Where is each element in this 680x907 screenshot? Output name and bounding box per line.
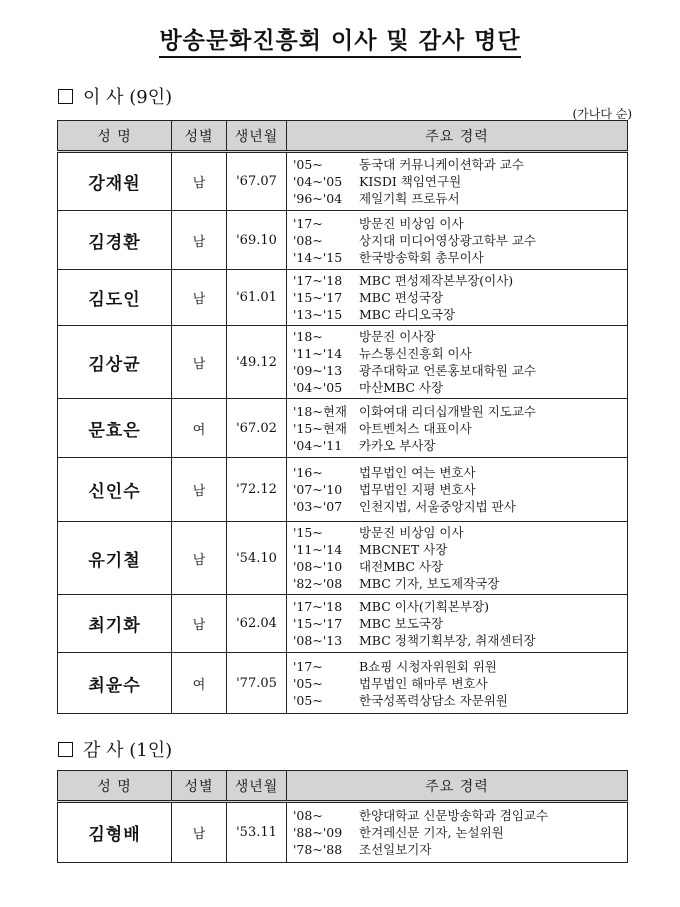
- person-name: 김형배: [58, 802, 172, 863]
- career-period: '88~'09: [293, 825, 343, 840]
- header-birth: 생년월: [227, 771, 287, 802]
- career-line: [293, 498, 621, 515]
- person-birth: '54.10: [227, 522, 287, 595]
- auditor-heading: [58, 736, 172, 762]
- table-row: [58, 458, 628, 522]
- header-gender: 성별: [172, 771, 227, 802]
- career-cell: [287, 211, 628, 270]
- career-period: '04~'11: [293, 437, 343, 453]
- table-row: [58, 270, 628, 326]
- career-line: [293, 306, 621, 323]
- career-period: '05~: [293, 675, 323, 691]
- auditor-table: [57, 770, 628, 863]
- table-row: [58, 802, 628, 863]
- career-period: '04~'05: [293, 174, 343, 189]
- career-line: [293, 658, 621, 675]
- header-career: 주요 경력: [287, 771, 628, 802]
- header-career: 주요 경력: [287, 121, 628, 152]
- table-row: [58, 211, 628, 270]
- career-description: 뉴스통신진흥회 이사: [359, 346, 472, 361]
- career-period: '05~: [293, 692, 323, 708]
- career-description: 법무법인 해마루 변호사: [359, 675, 488, 691]
- checkbox-square-icon: [58, 89, 73, 104]
- career-line: [293, 249, 621, 266]
- career-cell: [287, 399, 628, 458]
- career-line: [293, 173, 621, 190]
- career-description: 방문진 이사장: [359, 329, 436, 344]
- person-name: 신인수: [58, 458, 172, 522]
- person-gender: 남: [172, 458, 227, 522]
- career-line: [293, 481, 621, 498]
- career-line: [293, 272, 621, 289]
- career-period: '13~'15: [293, 307, 343, 322]
- career-line: [293, 558, 621, 575]
- person-birth: '67.02: [227, 399, 287, 458]
- career-line: [293, 232, 621, 249]
- person-gender: 남: [172, 326, 227, 399]
- table-header-row: [58, 121, 628, 152]
- directors-heading-text: 이 사 (9인): [83, 87, 173, 108]
- career-description: 방문진 비상임 이사: [359, 525, 464, 540]
- table-row: [58, 152, 628, 211]
- career-description: 이화여대 리더십개발원 지도교수: [359, 403, 536, 419]
- person-gender: 남: [172, 802, 227, 863]
- career-period: '14~'15: [293, 249, 343, 265]
- career-line: [293, 464, 621, 481]
- table-row: [58, 522, 628, 595]
- career-period: '16~: [293, 465, 323, 480]
- career-line: [293, 215, 621, 232]
- person-birth: '49.12: [227, 326, 287, 399]
- career-line: [293, 598, 621, 615]
- career-line: [293, 403, 621, 420]
- career-period: '15~'17: [293, 616, 343, 631]
- person-gender: 남: [172, 152, 227, 211]
- career-line: [293, 824, 621, 841]
- sort-note: (가나다 순): [572, 107, 632, 121]
- person-gender: 남: [172, 595, 227, 653]
- career-period: '03~'07: [293, 499, 343, 514]
- career-cell: [287, 458, 628, 522]
- career-line: [293, 345, 621, 362]
- person-name: 김상균: [58, 326, 172, 399]
- career-period: '82~'08: [293, 576, 343, 591]
- career-period: '15~'17: [293, 290, 343, 305]
- career-line: [293, 632, 621, 649]
- career-period: '18~: [293, 329, 323, 344]
- career-period: '09~'13: [293, 363, 343, 378]
- career-period: '17~: [293, 215, 323, 231]
- career-description: 카카오 부사장: [359, 437, 436, 453]
- career-description: MBC 편성국장: [359, 290, 444, 305]
- career-description: MBC 편성제작본부장(이사): [359, 273, 514, 288]
- career-description: 법무법인 여는 변호사: [359, 465, 476, 480]
- person-name: 유기철: [58, 522, 172, 595]
- career-line: [293, 841, 621, 858]
- career-period: '08~'13: [293, 633, 343, 648]
- career-line: [293, 289, 621, 306]
- page-title-text: 방송문화진흥회 이사 및 감사 명단: [159, 28, 520, 58]
- career-line: [293, 437, 621, 454]
- career-period: '15~: [293, 525, 323, 540]
- career-period: '08~: [293, 808, 323, 823]
- directors-table: [57, 120, 628, 714]
- person-gender: 남: [172, 211, 227, 270]
- career-cell: [287, 653, 628, 714]
- person-gender: 여: [172, 399, 227, 458]
- table-row: [58, 326, 628, 399]
- career-period: '07~'10: [293, 482, 343, 497]
- table-header-row: [58, 771, 628, 802]
- career-period: '18~현재: [293, 403, 347, 419]
- career-period: '78~'88: [293, 842, 343, 857]
- header-name: 성 명: [58, 121, 172, 152]
- career-description: MBC 이사(기획본부장): [359, 599, 490, 614]
- career-description: 상지대 미디어영상광고학부 교수: [359, 232, 536, 248]
- career-line: [293, 575, 621, 592]
- career-line: [293, 379, 621, 396]
- career-description: MBC 보도국장: [359, 616, 444, 631]
- career-description: B쇼핑 시청자위원회 위원: [359, 658, 497, 674]
- career-period: '17~: [293, 658, 323, 674]
- career-line: [293, 541, 621, 558]
- auditor-heading-text: 감 사 (1인): [83, 740, 173, 761]
- career-description: 인천지법, 서울중앙지법 판사: [359, 499, 516, 514]
- career-cell: [287, 802, 628, 863]
- person-gender: 남: [172, 522, 227, 595]
- career-period: '17~'18: [293, 599, 343, 614]
- career-description: 대전MBC 사장: [359, 559, 444, 574]
- career-line: [293, 692, 621, 709]
- career-cell: [287, 152, 628, 211]
- person-name: 최기화: [58, 595, 172, 653]
- directors-heading: [58, 83, 172, 109]
- person-birth: '72.12: [227, 458, 287, 522]
- career-description: 아트벤처스 대표이사: [359, 420, 472, 436]
- career-description: MBC 정책기획부장, 취재센터장: [359, 633, 536, 648]
- career-period: '15~현재: [293, 420, 347, 436]
- career-description: 한국성폭력상담소 자문위원: [359, 692, 508, 708]
- career-description: KISDI 책임연구원: [359, 174, 462, 189]
- career-line: [293, 362, 621, 379]
- career-period: '17~'18: [293, 273, 343, 288]
- person-birth: '61.01: [227, 270, 287, 326]
- person-name: 최윤수: [58, 653, 172, 714]
- career-description: MBC 기자, 보도제작국장: [359, 576, 500, 591]
- career-description: MBC 라디오국장: [359, 307, 456, 322]
- table-row: [58, 595, 628, 653]
- career-period: '08~: [293, 232, 323, 248]
- person-birth: '62.04: [227, 595, 287, 653]
- person-name: 김도인: [58, 270, 172, 326]
- career-period: '96~'04: [293, 191, 343, 206]
- person-birth: '53.11: [227, 802, 287, 863]
- career-description: 한양대학교 신문방송학과 겸임교수: [359, 808, 549, 823]
- career-description: 한겨레신문 기자, 논설위원: [359, 825, 504, 840]
- checkbox-square-icon: [58, 742, 73, 757]
- career-description: 광주대학교 언론홍보대학원 교수: [359, 363, 536, 378]
- career-line: [293, 156, 621, 173]
- career-description: 마산MBC 사장: [359, 380, 444, 395]
- career-description: 동국대 커뮤니케이션학과 교수: [359, 157, 524, 172]
- career-period: '04~'05: [293, 380, 343, 395]
- header-birth: 생년월: [227, 121, 287, 152]
- person-birth: '67.07: [227, 152, 287, 211]
- page-title: [0, 22, 680, 55]
- career-description: 법무법인 지평 변호사: [359, 482, 476, 497]
- career-line: [293, 328, 621, 345]
- career-cell: [287, 595, 628, 653]
- person-gender: 여: [172, 653, 227, 714]
- career-description: 조선일보기자: [359, 842, 432, 857]
- career-line: [293, 807, 621, 824]
- career-period: '11~'14: [293, 346, 343, 361]
- table-row: [58, 653, 628, 714]
- career-cell: [287, 522, 628, 595]
- person-birth: '77.05: [227, 653, 287, 714]
- career-description: 방문진 비상임 이사: [359, 215, 464, 231]
- career-description: MBCNET 사장: [359, 542, 448, 557]
- person-name: 강재원: [58, 152, 172, 211]
- career-line: [293, 675, 621, 692]
- career-line: [293, 615, 621, 632]
- header-name: 성 명: [58, 771, 172, 802]
- career-line: [293, 190, 621, 207]
- career-period: '08~'10: [293, 559, 343, 574]
- career-line: [293, 524, 621, 541]
- person-name: 문효은: [58, 399, 172, 458]
- career-cell: [287, 326, 628, 399]
- header-gender: 성별: [172, 121, 227, 152]
- career-period: '05~: [293, 157, 323, 172]
- person-name: 김경환: [58, 211, 172, 270]
- person-birth: '69.10: [227, 211, 287, 270]
- career-line: [293, 420, 621, 437]
- career-cell: [287, 270, 628, 326]
- table-row: [58, 399, 628, 458]
- career-description: 제일기획 프로듀서: [359, 191, 460, 206]
- career-description: 한국방송학회 총무이사: [359, 249, 484, 265]
- person-gender: 남: [172, 270, 227, 326]
- career-period: '11~'14: [293, 542, 343, 557]
